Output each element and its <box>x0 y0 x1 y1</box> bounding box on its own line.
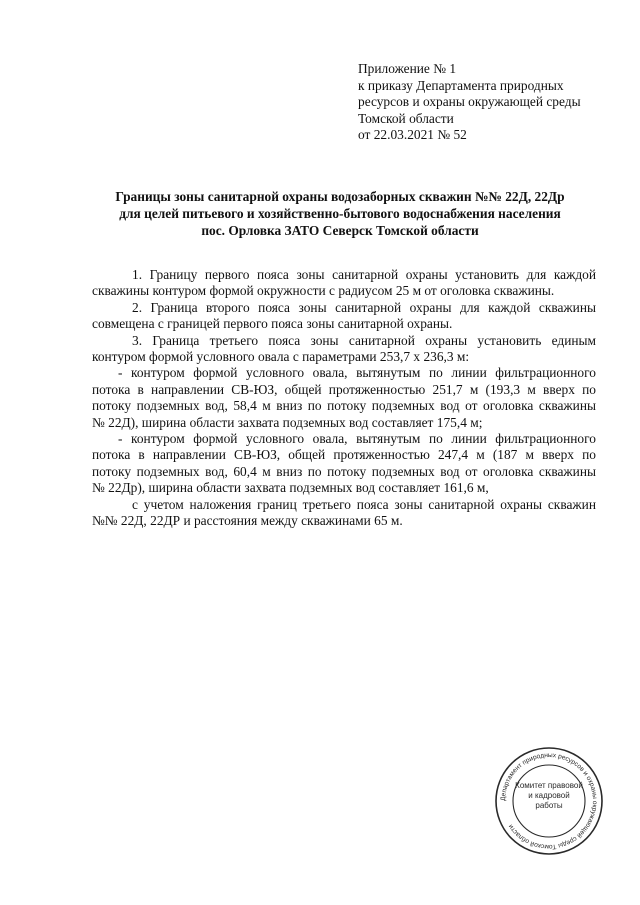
bullet-2-line-1: - контуром формой условного овала, вытянутым по линии фильтрационного <box>118 431 596 447</box>
stamp-seal-icon <box>493 745 605 857</box>
bullet-1 <box>92 365 596 431</box>
stamp-center-text: Комитет правовой и кадровой работы <box>515 781 583 810</box>
bullet-1-line-2: потока в направлении СВ-ЮЗ, общей протяженностью 251,7 м (193,3 м вверх по <box>92 381 596 397</box>
bullet-1-line-4: № 22Д), ширина области захвата подземных вод составляет 175,4 м; <box>92 414 483 430</box>
order-date-number: от 22.03.2021 № 52 <box>358 127 467 143</box>
bullet-2-line-3: потоку подземных вод, 60,4 м вниз по потоку подземных вод от оголовка скважины <box>92 463 596 479</box>
paragraph-3-line-1: 3. Граница третьего пояса зоны санитарной охраны установить единым <box>132 332 596 348</box>
paragraph-2 <box>92 300 596 333</box>
document-title <box>70 188 610 240</box>
bullet-1-line-3: потоку подземных вод, 58,4 м вниз по потоку подземных вод от оголовка скважины <box>92 398 596 414</box>
appendix-number: Приложение № 1 <box>358 61 457 76</box>
appendix-header <box>358 61 618 144</box>
paragraph-3 <box>92 333 596 366</box>
bullet-2 <box>92 431 596 497</box>
order-reference: к приказу Департамента природных <box>358 77 564 93</box>
paragraph-1-line-1: 1. Границу первого пояса зоны санитарной охраны установить для каждой <box>132 267 596 282</box>
closing-paragraph <box>92 497 596 530</box>
bullet-1-line-1: - контуром формой условного овала, вытянутым по линии фильтрационного <box>118 365 596 381</box>
title-line-2: для целей питьевого и хозяйственно-бытового водоснабжения населения <box>119 206 561 222</box>
title-line-1: Границы зоны санитарной охраны водозаборных скважин №№ 22Д, 22Др <box>115 189 565 204</box>
order-reference-cont: ресурсов и охраны окружающей среды <box>358 94 581 110</box>
paragraph-1 <box>92 267 596 300</box>
stamp-ring-text: Департамент природных ресурсов и охраны окружающей среды Томской области <box>499 751 599 851</box>
order-region: Томской области <box>358 110 454 126</box>
title-line-3: пос. Орловка ЗАТО Северск Томской области <box>201 223 479 239</box>
paragraph-2-line-1: 2. Граница второго пояса зоны санитарной охраны для каждой скважины <box>132 299 596 315</box>
paragraph-1-line-2: скважины контуром формой окружности с радиусом 25 м от оголовка скважины. <box>92 283 555 299</box>
bullet-2-line-2: потока в направлении СВ-ЮЗ, общей протяженностью 247,4 м (187 м вверх по <box>92 447 596 463</box>
bullet-2-line-4: № 22Др), ширина области захвата подземных вод составляет 161,6 м, <box>92 480 489 496</box>
closing-line-1: с учетом наложения границ третьего пояса зоны санитарной охраны скважин <box>132 496 596 512</box>
closing-line-2: №№ 22Д, 22ДР и расстояния между скважинами 65 м. <box>92 513 403 529</box>
paragraph-3-line-2: контуром формой условного овала с параметрами 253,7 х 236,3 м: <box>92 349 470 365</box>
document-body <box>92 267 596 530</box>
official-stamp <box>493 745 605 857</box>
paragraph-2-line-2: совмещена с границей первого пояса зоны санитарной охраны. <box>92 316 453 332</box>
